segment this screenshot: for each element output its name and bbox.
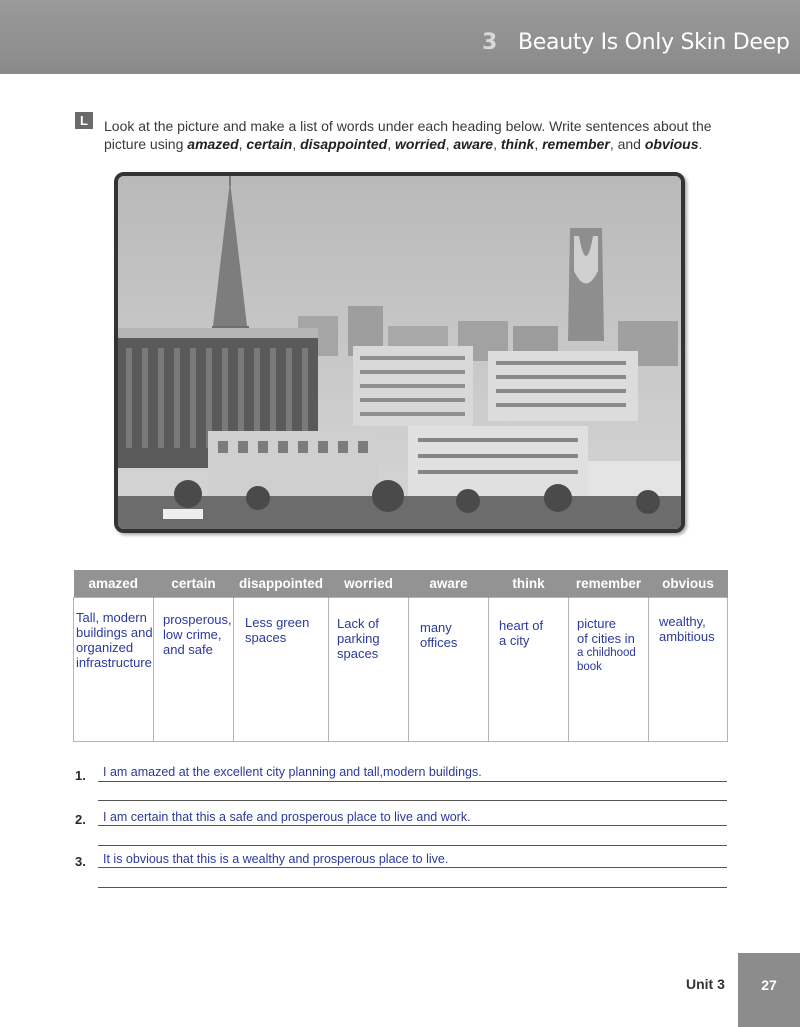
column-header: obvious	[649, 570, 728, 597]
answer-text[interactable]: I am amazed at the excellent city planning and tall,modern buildings.	[103, 765, 482, 779]
column-header: worried	[329, 570, 409, 597]
task-letter-badge: L	[75, 112, 93, 129]
answer-line[interactable]	[98, 825, 727, 826]
unit-title: Beauty Is Only Skin Deep	[518, 30, 790, 55]
keyword-amazed: amazed	[187, 136, 239, 152]
column-header: think	[489, 570, 569, 597]
city-skyline-photo	[114, 172, 685, 533]
task-instructions: Look at the picture and make a list of words under each heading below. Write sentences about the picture using amazed, certain, disappointed, worried, aware, think, remember, and obvious.	[104, 118, 712, 152]
column-header: aware	[409, 570, 489, 597]
table-row	[74, 597, 728, 741]
table-cell-aware: many offices	[409, 597, 489, 741]
keyword-disappointed: disappointed	[300, 136, 388, 152]
city-skyline-illustration	[118, 176, 681, 529]
table-cell-remember: picture of cities in a childhood book	[569, 597, 649, 741]
keyword-worried: worried	[395, 136, 446, 152]
table-cell-obvious: wealthy, ambitious	[649, 597, 728, 741]
unit-number: 3	[482, 30, 498, 55]
answer-number: 3.	[75, 854, 86, 869]
column-header: certain	[154, 570, 234, 597]
column-header: remember	[569, 570, 649, 597]
answer-line[interactable]	[98, 800, 727, 801]
page-number: 27	[738, 953, 800, 1027]
answer-text[interactable]: It is obvious that this is a wealthy and prosperous place to live.	[103, 852, 449, 866]
answer-line[interactable]	[98, 845, 727, 846]
answer-number: 1.	[75, 768, 86, 783]
page-header	[0, 0, 800, 74]
keyword-obvious: obvious	[644, 136, 699, 152]
column-header: disappointed	[234, 570, 329, 597]
keyword-think: think	[500, 136, 535, 152]
column-header: amazed	[74, 570, 154, 597]
vocabulary-table	[73, 570, 728, 742]
table-cell-certain: prosperous, low crime, and safe	[154, 597, 234, 741]
table-cell-think: heart of a city	[489, 597, 569, 741]
table-cell-amazed: Tall, modern buildings and organized infrastructure	[74, 597, 154, 741]
answer-line[interactable]	[98, 887, 727, 888]
footer-unit-label: Unit 3	[686, 976, 725, 992]
answer-line[interactable]	[98, 867, 727, 868]
keyword-certain: certain	[246, 136, 293, 152]
table-cell-disappointed: Less green spaces	[234, 597, 329, 741]
answer-line[interactable]	[98, 781, 727, 782]
answer-text[interactable]: I am certain that this a safe and prosperous place to live and work.	[103, 810, 471, 824]
table-cell-worried: Lack of parking spaces	[329, 597, 409, 741]
keyword-aware: aware	[453, 136, 494, 152]
answer-number: 2.	[75, 812, 86, 827]
table-header-row	[74, 570, 728, 597]
keyword-remember: remember	[542, 136, 610, 152]
